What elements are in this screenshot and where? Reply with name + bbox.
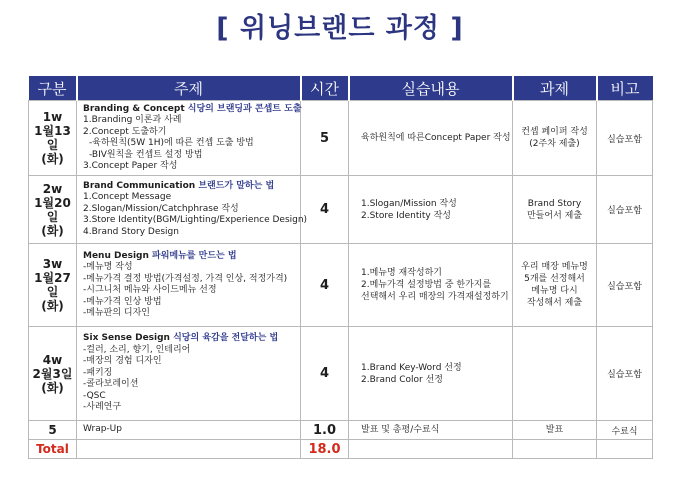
practice-line: 2.메뉴가격 설정방법 중 한가지를 bbox=[361, 280, 492, 290]
topic-title: Wrap-Up bbox=[83, 424, 122, 435]
assignment-cell bbox=[513, 244, 597, 327]
assignment-line: 작성해서 제출 bbox=[526, 298, 583, 308]
practice-line: 1.Brand Key-Word 선정 bbox=[361, 362, 462, 373]
assignment-cell bbox=[513, 101, 597, 176]
table-row bbox=[29, 244, 653, 327]
hours-cell: 1.0 bbox=[301, 421, 349, 440]
topic-cell bbox=[77, 101, 301, 176]
topic-title: Six Sense Design bbox=[83, 333, 170, 344]
total-label: Total bbox=[29, 440, 77, 459]
title-text: 위닝브랜드 과정 bbox=[240, 13, 440, 44]
week-date: 1월13일 bbox=[34, 124, 71, 152]
week-cell bbox=[29, 244, 77, 327]
topic-highlight: 식당의 브랜딩과 콘셉트 도출 bbox=[187, 103, 302, 114]
topic-line: -매장의 경험 디자인 bbox=[83, 356, 162, 367]
topic-title: Branding & Concept bbox=[83, 103, 185, 114]
week-cell bbox=[29, 327, 77, 421]
practice-line: 발표 및 총평/수료식 bbox=[361, 425, 440, 435]
practice-cell bbox=[349, 327, 513, 421]
topic-title: Brand Communication bbox=[83, 180, 196, 191]
topic-line: 3.Concept Paper 작성 bbox=[83, 161, 178, 171]
topic-cell bbox=[77, 421, 301, 440]
total-row bbox=[29, 440, 653, 459]
practice-line: 육하원칙에 따른Concept Paper 작성 bbox=[361, 133, 511, 143]
topic-line: 4.Brand Story Design bbox=[83, 226, 179, 237]
week-number: 3w bbox=[42, 257, 63, 271]
topic-line: -육하원칙(5W 1H)에 따른 컨셉 도출 방법 bbox=[89, 138, 254, 148]
header-topic: 주제 bbox=[77, 76, 301, 101]
assignment-line: 우리 매장 메뉴명 bbox=[521, 262, 588, 272]
note-cell: 실습포함 bbox=[597, 244, 653, 327]
week-date: 1월27일 bbox=[34, 271, 71, 299]
table-row bbox=[29, 421, 653, 440]
note-cell: 실습포함 bbox=[597, 176, 653, 244]
week-cell bbox=[29, 101, 77, 176]
header-practice: 실습내용 bbox=[349, 76, 513, 101]
topic-line: -사례연구 bbox=[83, 402, 122, 413]
topic-line: -메뉴가격 결정 방법(가격설정, 가격 인상, 적정가격) bbox=[83, 273, 288, 284]
curriculum-table bbox=[28, 76, 653, 459]
practice-line: 1.Slogan/Mission 작성 bbox=[361, 198, 457, 209]
practice-line: 선택해서 우리 매장의 가격재설정하기 bbox=[361, 292, 509, 302]
note-cell: 실습포함 bbox=[597, 327, 653, 421]
table-row bbox=[29, 176, 653, 244]
topic-highlight: 파워메뉴를 만드는 법 bbox=[152, 250, 237, 261]
week-number: 2w bbox=[42, 181, 63, 196]
practice-cell bbox=[349, 176, 513, 244]
week-cell bbox=[29, 176, 77, 244]
week-number: 5 bbox=[48, 423, 57, 437]
week-date: 2월3일 bbox=[32, 366, 73, 381]
topic-cell bbox=[77, 176, 308, 244]
week-day: (화) bbox=[41, 223, 64, 238]
assignment-line: 컨셉 페이퍼 작성 bbox=[521, 127, 588, 137]
week-number: 4w bbox=[42, 352, 63, 367]
topic-line: 2.Slogan/Mission/Catchphrase 작성 bbox=[83, 203, 239, 214]
topic-line: 2.Concept 도출하기 bbox=[83, 126, 167, 137]
practice-line: 1.메뉴명 재작성하기 bbox=[361, 268, 443, 278]
assignment-cell bbox=[513, 421, 597, 440]
week-day: (화) bbox=[41, 380, 64, 395]
header-division: 구분 bbox=[29, 76, 77, 101]
hours-cell: 5 bbox=[301, 101, 349, 176]
topic-line: -콜라보레이션 bbox=[83, 379, 139, 390]
hours-cell: 4 bbox=[301, 327, 349, 421]
topic-cell bbox=[77, 244, 301, 327]
week-number: 1w bbox=[42, 110, 63, 124]
assignment-line: Brand Story bbox=[527, 198, 582, 209]
total-empty-cell bbox=[349, 440, 513, 459]
topic-line: -패키징 bbox=[83, 367, 113, 378]
header-assignment: 과제 bbox=[513, 76, 597, 101]
practice-cell bbox=[349, 101, 513, 176]
assignment-line: 만들어서 제출 bbox=[526, 210, 583, 221]
header-hours: 시간 bbox=[301, 76, 349, 101]
note-cell: 실습포함 bbox=[597, 101, 653, 176]
note-cell: 수료식 bbox=[597, 421, 653, 440]
week-cell bbox=[29, 421, 77, 440]
topic-title: Menu Design bbox=[83, 250, 149, 261]
practice-line: 2.Brand Color 선정 bbox=[361, 374, 444, 385]
topic-cell bbox=[77, 327, 301, 421]
topic-line: -시그니처 메뉴와 사이드메뉴 선정 bbox=[83, 285, 217, 295]
title-bracket-open: [ bbox=[216, 13, 230, 44]
total-hours: 18.0 bbox=[301, 440, 349, 459]
topic-line: -컬러, 소리, 향기, 인테리어 bbox=[83, 344, 191, 355]
title-bracket-close: ] bbox=[450, 13, 464, 44]
topic-line: -메뉴판의 디자인 bbox=[83, 308, 150, 318]
hours-cell: 4 bbox=[301, 176, 349, 244]
hours-cell: 4 bbox=[301, 244, 349, 327]
topic-line: -QSC bbox=[83, 390, 106, 401]
topic-line: -메뉴명 작성 bbox=[83, 262, 133, 272]
topic-line: -BIV원칙을 컨셉트 설정 방법 bbox=[89, 149, 203, 160]
table-row bbox=[29, 101, 653, 176]
topic-line: 3.Store Identity(BGM/Lighting/Experience Design) bbox=[83, 215, 308, 226]
topic-highlight: 식당의 육감을 전달하는 법 bbox=[173, 333, 279, 344]
table-header-row bbox=[29, 76, 653, 101]
week-date: 1월20일 bbox=[34, 195, 71, 224]
page-title bbox=[0, 6, 680, 45]
total-empty-cell bbox=[77, 440, 301, 459]
assignment-line: 메뉴명 다시 bbox=[531, 286, 578, 296]
assignment-cell bbox=[513, 176, 597, 244]
topic-line: -메뉴가격 인상 방법 bbox=[83, 296, 162, 307]
header-note: 비고 bbox=[597, 76, 653, 101]
table-row bbox=[29, 327, 653, 421]
assignment-line: 발표 bbox=[545, 425, 564, 435]
week-day: (화) bbox=[41, 152, 64, 166]
week-day: (화) bbox=[41, 299, 64, 313]
practice-line: 2.Store Identity 작성 bbox=[361, 210, 451, 221]
assignment-line: 5개를 선정해서 bbox=[524, 274, 585, 284]
assignment-line: (2주차 제출) bbox=[529, 139, 580, 149]
topic-highlight: 브랜드가 말하는 법 bbox=[198, 180, 275, 191]
topic-line: 1.Concept Message bbox=[83, 192, 172, 203]
practice-cell bbox=[349, 421, 513, 440]
practice-cell bbox=[349, 244, 513, 327]
topic-line: 1.Branding 이론과 사례 bbox=[83, 115, 182, 125]
total-empty-cell bbox=[513, 440, 597, 459]
total-empty-cell bbox=[597, 440, 653, 459]
assignment-cell bbox=[513, 327, 597, 421]
